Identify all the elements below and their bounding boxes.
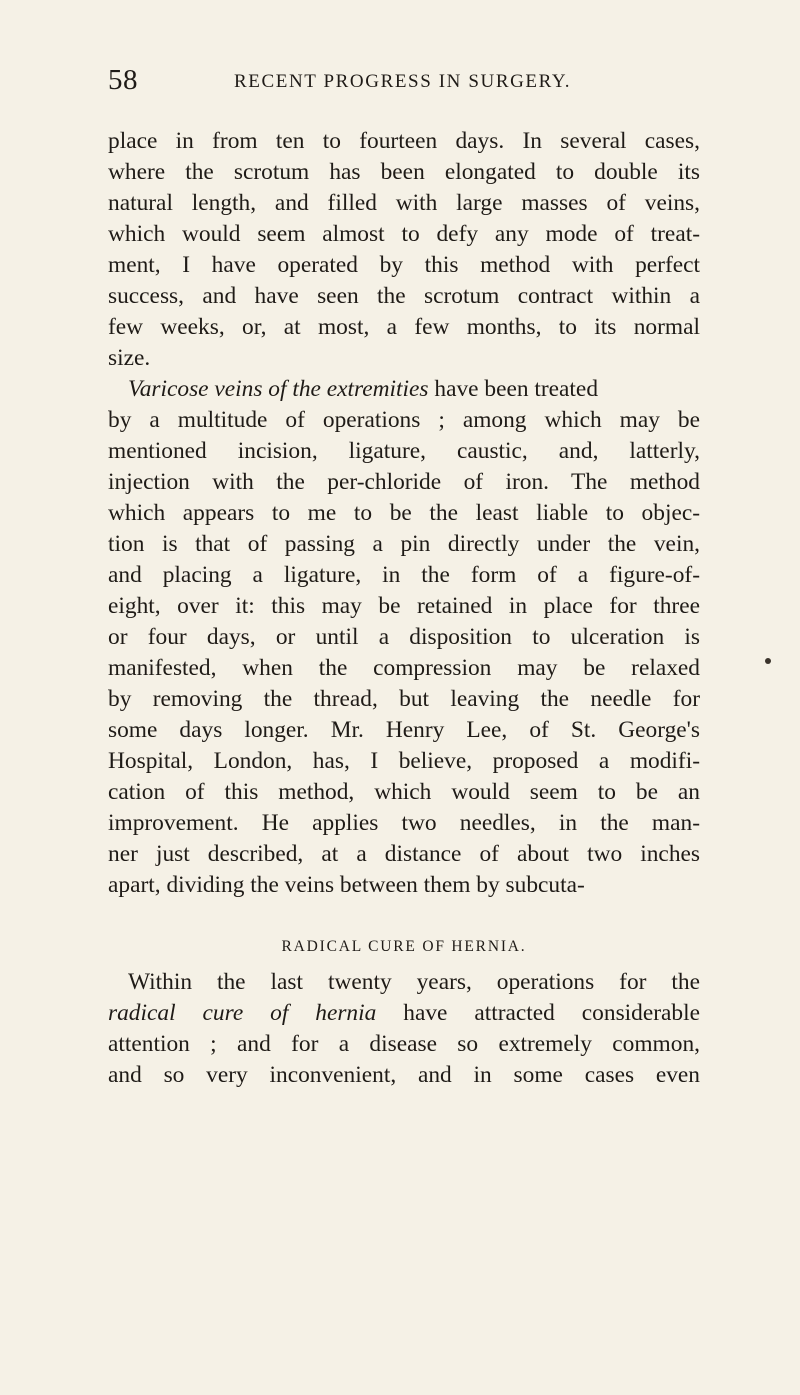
paragraph-first-line: Within the last twenty years, operations for the (128, 969, 700, 995)
text-line: and so very inconvenient, and in some cases even (108, 1062, 700, 1088)
paragraph-first-line (108, 374, 700, 405)
text-line: or four days, or until a disposition to ulceration is (108, 624, 700, 650)
text-line: which appears to me to be the least liable to objec- (108, 500, 700, 526)
text-line: natural length, and filled with large masses of veins, (108, 190, 700, 216)
text-line: Hospital, London, has, I believe, proposed a modifi- (108, 748, 700, 774)
text-line: mentioned incision, ligature, caustic, and, latterly, (108, 438, 700, 464)
text-line: cation of this method, which would seem to be an (108, 779, 700, 805)
text-line: which would seem almost to defy any mode of treat- (108, 221, 700, 247)
body-text (108, 126, 700, 1091)
text-fragment: have been treated (428, 376, 599, 402)
text-line: and placing a ligature, in the form of a figure-of- (108, 562, 700, 588)
italic-phrase: Varicose veins of the extremities (128, 376, 429, 402)
italic-phrase: radical cure of hernia (108, 1000, 377, 1026)
text-line: manifested, when the compression may be relaxed (108, 655, 700, 681)
running-title: RECENT PROGRESS IN SURGERY. (234, 71, 572, 92)
section-heading: RADICAL CURE OF HERNIA. (281, 938, 527, 955)
text-line: improvement. He applies two needles, in the man- (108, 810, 700, 836)
text-line: injection with the per-chloride of iron. The method (108, 469, 700, 495)
text-line: few weeks, or, at most, a few months, to its normal (108, 314, 700, 340)
text-line: where the scrotum has been elongated to double its (108, 159, 700, 185)
text-line: ner just described, at a distance of about two inches (108, 841, 700, 867)
text-line: apart, dividing the veins between them by subcuta- (108, 872, 585, 898)
text-line: eight, over it: this may be retained in place for three (108, 593, 700, 619)
text-line: size. (108, 345, 151, 371)
ink-speck (765, 658, 771, 664)
text-line: ment, I have operated by this method with perfect (108, 252, 700, 278)
text-fragment: have attracted considerable (376, 1000, 700, 1026)
text-line: place in from ten to fourteen days. In several cases, (108, 128, 700, 154)
text-line: some days longer. Mr. Henry Lee, of St. George's (108, 717, 700, 743)
page-number: 58 (108, 64, 138, 96)
text-line: by a multitude of operations ; among which may be (108, 407, 700, 433)
text-line: tion is that of passing a pin directly under the vein, (108, 531, 700, 557)
text-line: by removing the thread, but leaving the needle for (108, 686, 700, 712)
text-line: attention ; and for a disease so extremely common, (108, 1031, 700, 1057)
text-line: success, and have seen the scrotum contract within a (108, 283, 700, 309)
text-line-mixed (108, 998, 700, 1029)
page-header (108, 64, 700, 96)
